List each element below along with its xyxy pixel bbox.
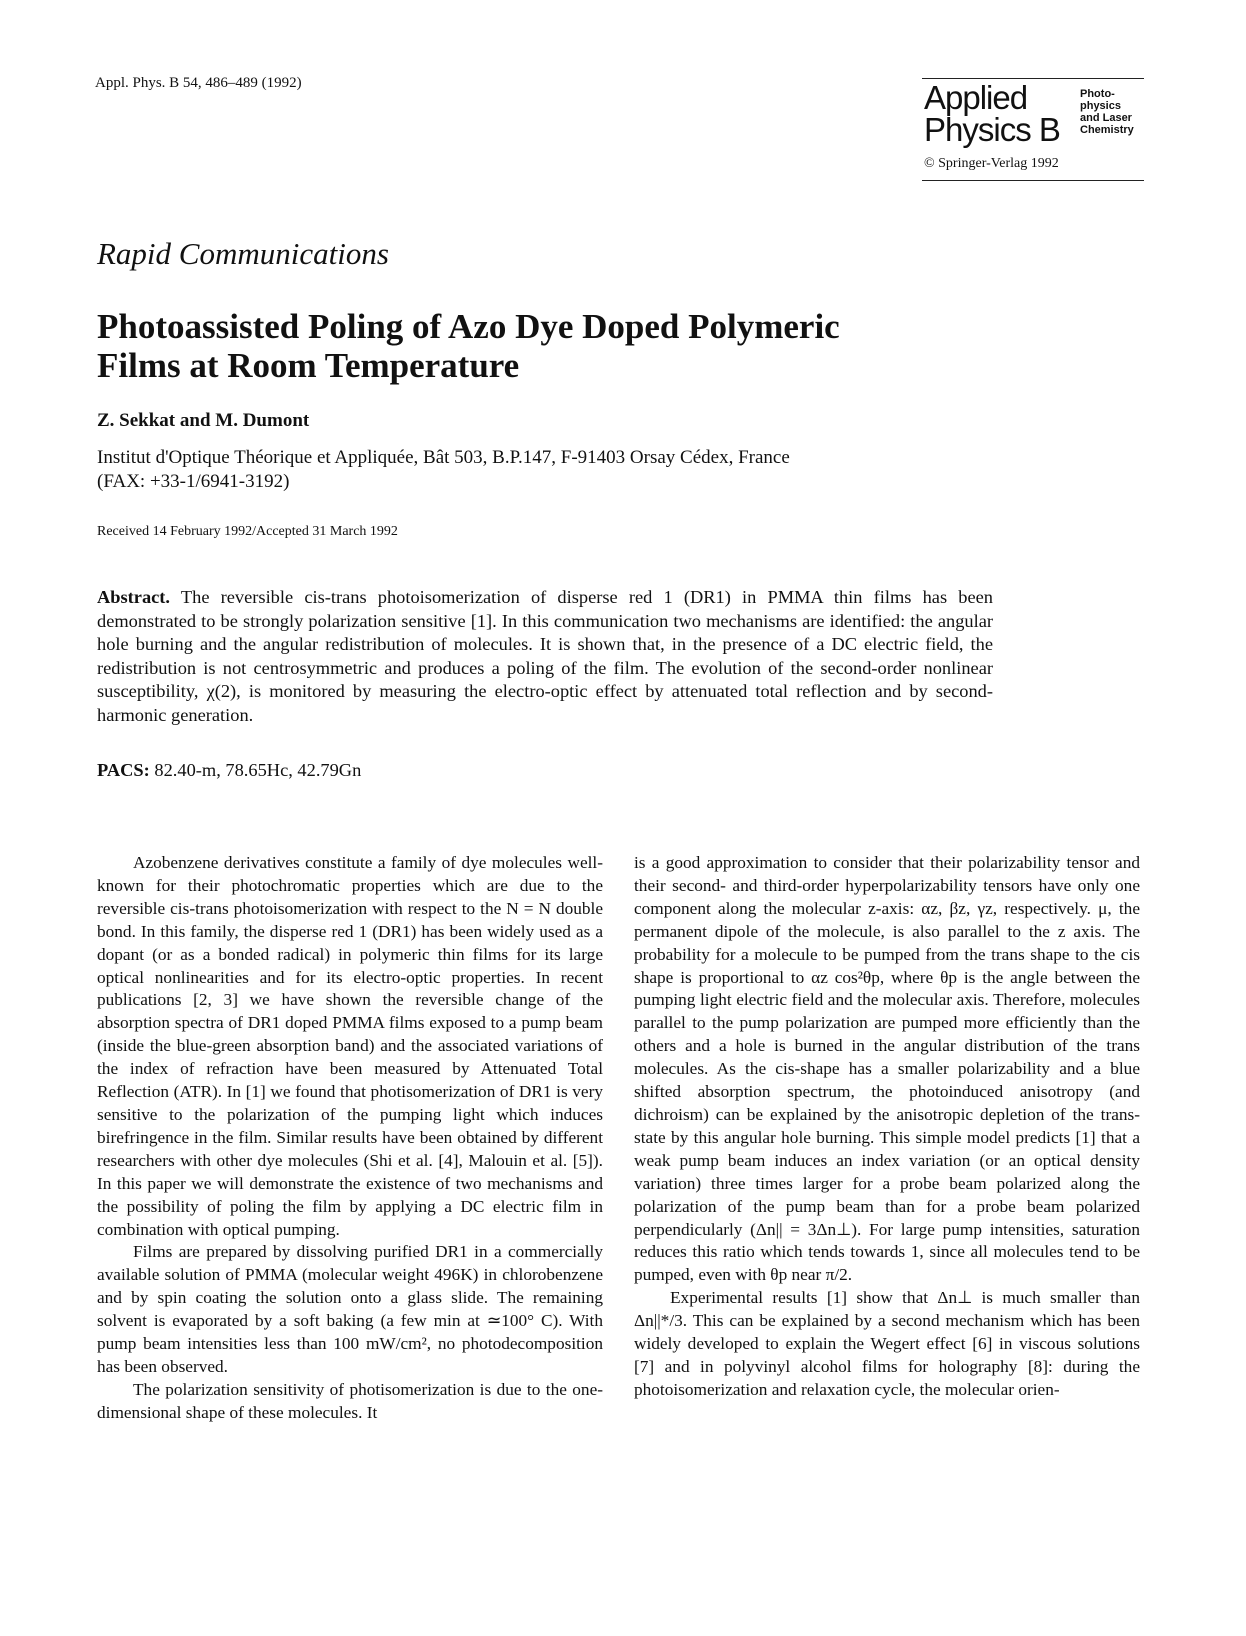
- journal-name-line1: Applied: [924, 79, 1028, 116]
- journal-subtitle: [1080, 88, 1134, 136]
- paragraph: Azobenzene derivatives constitute a family of dye molecules well-known for their photochromatic properties which are due to the reversible cis-trans photoisomerization with respect to the N = N double bond. In this family, the disperse red 1 (DR1) has been widely used as a dopant (or as a bonded radical) in polymeric thin films for its large optical nonlinearities and for its electro-optic properties. In recent publications [2, 3] we have shown the reversible change of the absorption spectra of DR1 doped PMMA films exposed to a pump beam (inside the blue-green absorption band) and the associated variations of the index of refraction have been measured by Attenuated Total Reflection (ATR). In [1] we found that photisomerization of DR1 is very sensitive to the polarization of the pumping light which induces birefringence in the film. Similar results have been obtained by different researchers with other dye molecules (Shi et al. [4], Malouin et al. [5]). In this paper we will demonstrate the existence of two mechanisms and the possibility of poling the film by applying a DC electric film in combination with optical pumping.: [97, 853, 603, 1239]
- paper-title: [97, 307, 977, 385]
- paragraph: The polarization sensitivity of photisomerization is due to the one-dimensional shape of these molecules. It: [97, 1379, 603, 1422]
- pacs-label: PACS:: [97, 760, 150, 780]
- body-column-right: [634, 852, 1140, 1402]
- affiliation: [97, 446, 997, 494]
- paragraph: Experimental results [1] show that Δn⊥ is much smaller than Δn||*/3. This can be explained by a second mechanism which has been widely developed to explain the Wegert effect [6] in viscous solutions [7] and in polyvinyl alcohol films for holography [8]: during the photoisomerization and relaxation cycle, the molecular orien-: [634, 1288, 1140, 1399]
- bottom-rule: [922, 180, 1144, 181]
- abstract: [97, 586, 993, 728]
- pacs: [97, 760, 361, 781]
- affiliation-line: Institut d'Optique Théorique et Appliquée, Bât 503, B.P.147, F-91403 Orsay Cédex, France: [97, 447, 790, 468]
- received-dates: Received 14 February 1992/Accepted 31 March 1992: [97, 524, 398, 539]
- journal-subtitle-line: and Laser: [1080, 112, 1132, 124]
- journal-subtitle-line: physics: [1080, 100, 1121, 112]
- affiliation-line: (FAX: +33-1/6941-3192): [97, 471, 290, 492]
- abstract-label: Abstract.: [97, 587, 171, 607]
- body-column-left: [97, 852, 603, 1425]
- title-line: Films at Room Temperature: [97, 346, 520, 385]
- authors: Z. Sekkat and M. Dumont: [97, 410, 310, 431]
- section-label: Rapid Communications: [97, 236, 389, 271]
- title-line: Photoassisted Poling of Azo Dye Doped Polymeric: [97, 307, 840, 346]
- pacs-codes: 82.40-m, 78.65Hc, 42.79Gn: [154, 760, 362, 780]
- abstract-text: The reversible cis-trans photoisomerization of disperse red 1 (DR1) in PMMA thin films has been demonstrated to be strongly polarization sensitive [1]. In this communication two mechanisms are identified: the angular hole burning and the angular redistribution of molecules. It is shown that, in the presence of a DC electric field, the redistribution is not centrosymmetric and produces a poling of the film. The evolution of the second-order nonlinear susceptibility, χ(2), is monitored by measuring the electro-optic effect by attenuated total reflection and by second-harmonic generation.: [97, 587, 994, 725]
- journal-subtitle-line: Photo-: [1080, 88, 1115, 100]
- journal-name: [924, 79, 1060, 148]
- journal-name-line2: Physics B: [924, 111, 1060, 148]
- paragraph: is a good approximation to consider that their polarizability tensor and their second- and third-order hyperpolarizability tensors have only one component along the molecular z-axis: αz, βz, γz, respectively. μ, the permanent dipole of the molecule, is also parallel to the z axis. The probability for a molecule to be pumped from the trans shape to the cis shape is proportional to αz cos²θp, where θp is the angle between the pumping light electric field and the molecular axis. Therefore, molecules parallel to the pump polarization are pumped more efficiently than the others and a hole is burned in the angular distribution of the trans molecules. As the cis-shape has a smaller polarizability and a blue shifted absorption spectrum, the photoinduced anisotropy (and dichroism) can be explained by the anisotropic depletion of the trans-state by this angular hole burning. This simple model predicts [1] that a weak pump beam induces an index variation (or an optical density variation) three times larger for a probe beam polarized along the polarization of the pump beam than for a probe beam polarized perpendicularly (Δn|| = 3Δn⊥). For large pump intensities, saturation reduces this ratio which tends towards 1, since all molecules tend to be pumped, even with θp near π/2.: [634, 853, 1140, 1285]
- journal-subtitle-line: Chemistry: [1080, 124, 1134, 136]
- copyright: © Springer-Verlag 1992: [924, 156, 1059, 171]
- journal-citation: Appl. Phys. B 54, 486–489 (1992): [95, 75, 302, 91]
- paragraph: Films are prepared by dissolving purified DR1 in a commercially available solution of PMMA (molecular weight 496K) in chlorobenzene and by spin coating the solution onto a glass slide. The remaining solvent is evaporated by a soft baking (a few min at ≃100° C). With pump beam intensities less than 100 mW/cm², no photodecomposition has been observed.: [97, 1242, 603, 1376]
